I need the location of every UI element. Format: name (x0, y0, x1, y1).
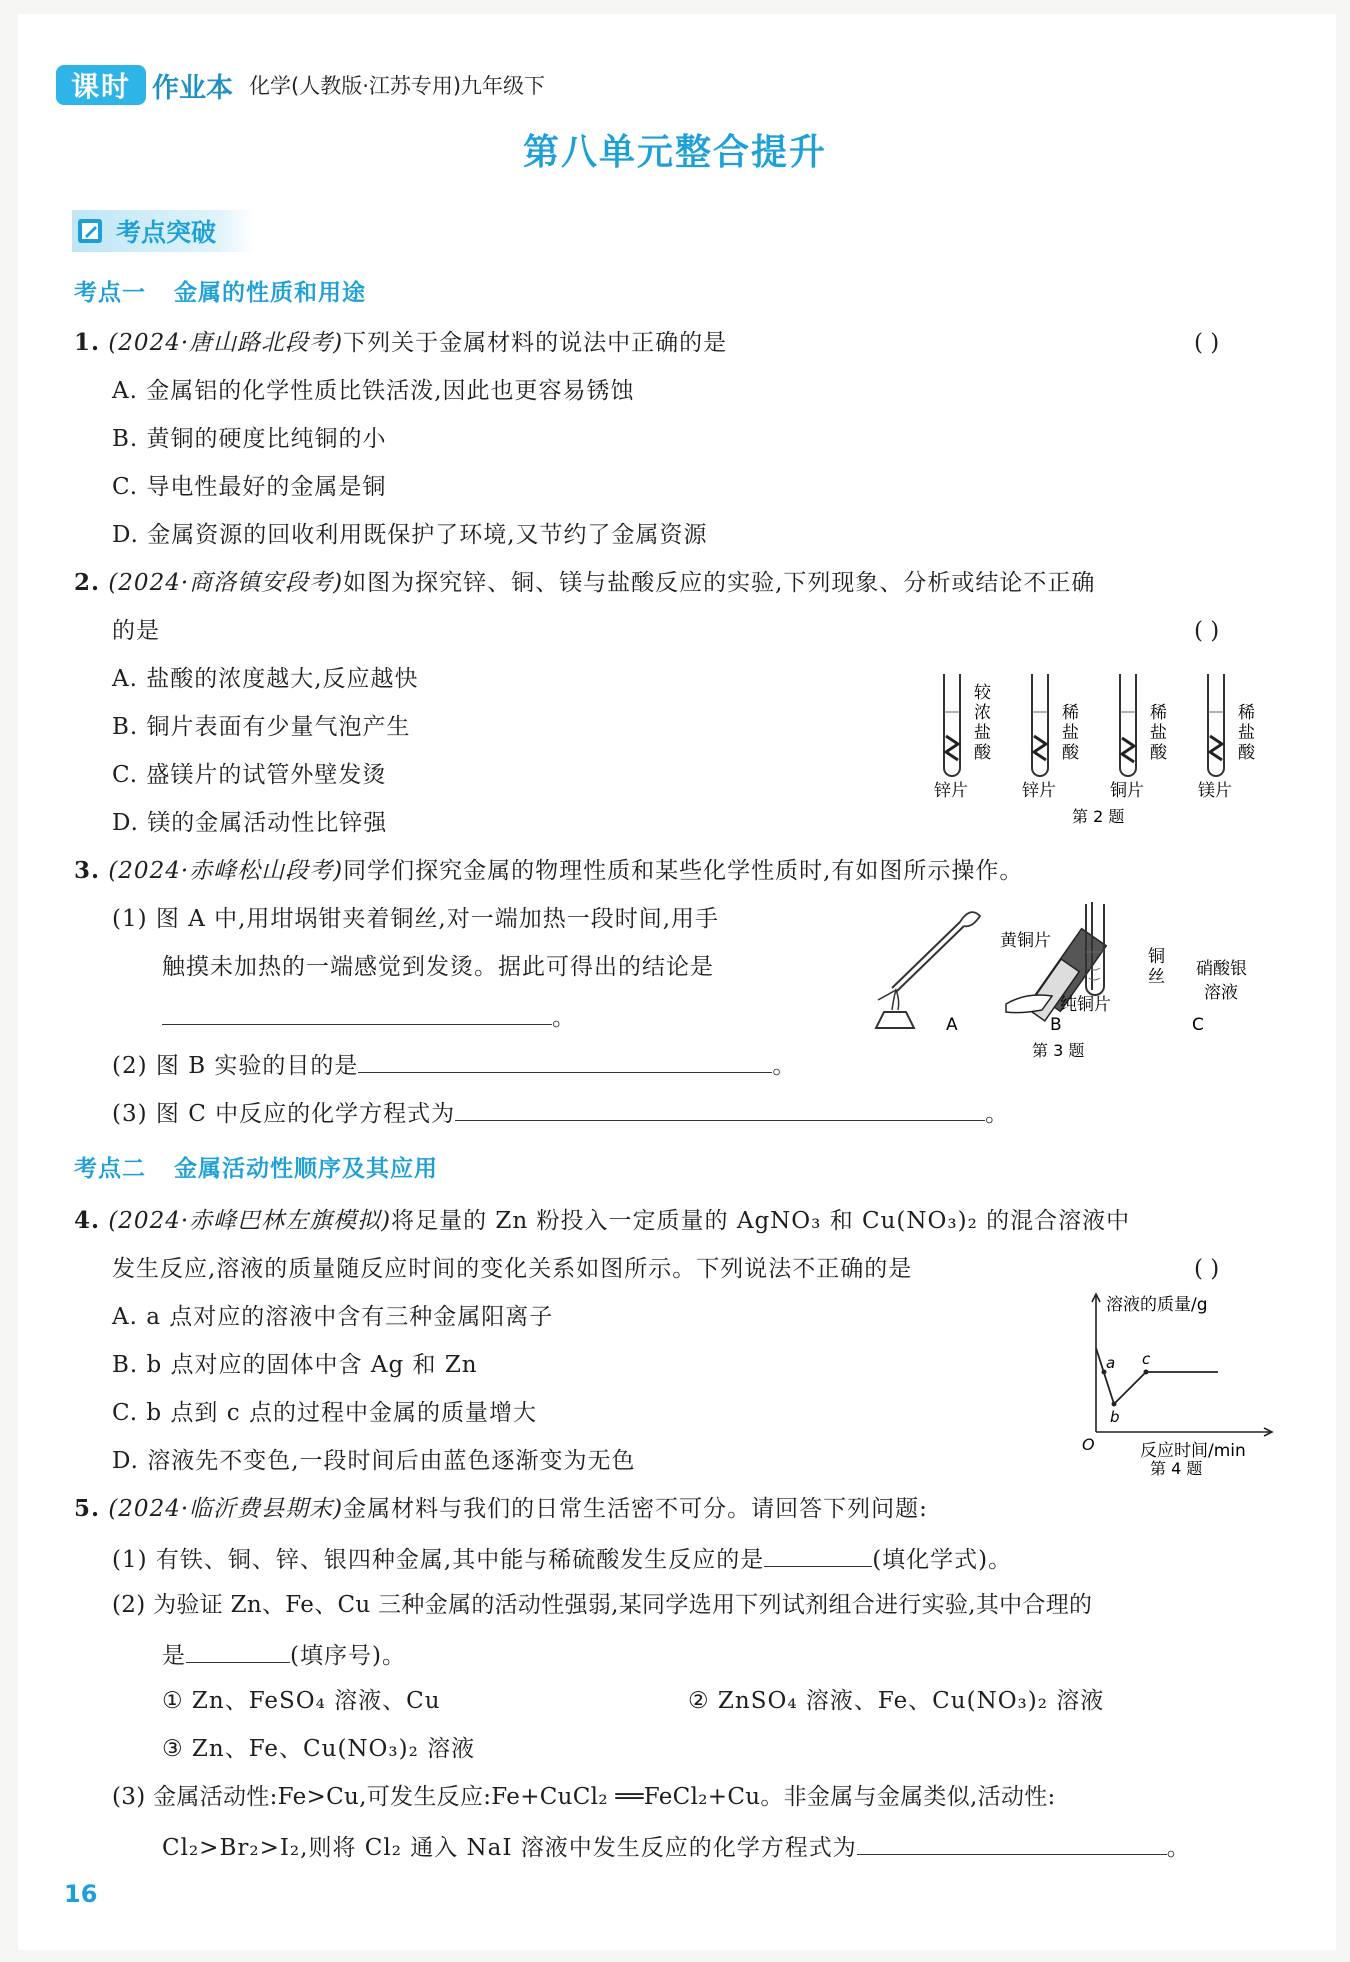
q3-part3 (112, 1096, 1009, 1129)
silver-nitrate-label-2: 溶液 (1204, 983, 1238, 1003)
q1-option-d: D. 金属资源的回收利用既保护了环境,又节约了金属资源 (112, 522, 708, 548)
q3-number: 3. (74, 857, 101, 884)
q4-option-c: C. b 点到 c 点的过程中金属的质量增大 (112, 1400, 537, 1426)
tube1-acid-4: 酸 (974, 743, 991, 763)
q4-point-a-label: a (1106, 1354, 1116, 1372)
q3-figure-label-c: C (1192, 1015, 1204, 1035)
logo-text: 课时 (70, 70, 131, 103)
q4-stem (74, 1206, 1130, 1236)
book-name: 作业本 (152, 72, 233, 104)
q1-answer-bracket: ( ) (1194, 330, 1220, 356)
q1-option-c: C. 导电性最好的金属是铜 (112, 474, 387, 500)
q2-option-c: C. 盛镁片的试管外壁发烫 (112, 762, 387, 788)
q2-source: (2024·商洛镇安段考) (108, 570, 344, 596)
q5-stem (74, 1494, 928, 1524)
q4-point-c (1144, 1370, 1149, 1375)
q5-choice-1: ① Zn、FeSO₄ 溶液、Cu (162, 1688, 441, 1714)
q5-part2-end: (填序号)。 (290, 1643, 406, 1669)
q5-part3-blank[interactable] (857, 1830, 1167, 1855)
kaodian-1-title: 金属的性质和用途 (174, 280, 366, 306)
kaodian-2-label: 考点二 (74, 1156, 146, 1182)
tube4-metal-label: 镁片 (1198, 781, 1232, 801)
q4-number: 4. (74, 1207, 101, 1234)
pencil-note-icon (76, 216, 106, 246)
q1-option-b: B. 黄铜的硬度比纯铜的小 (112, 426, 387, 452)
q3-part2 (112, 1048, 796, 1081)
q3-figure-a-heating (876, 912, 980, 1028)
book-logo (56, 65, 146, 105)
q3-experiment-figure (856, 900, 1276, 1076)
q2-option-a: A. 盐酸的浓度越大,反应越快 (112, 666, 419, 692)
q3-part3-blank[interactable] (455, 1096, 985, 1121)
pure-copper-label: 纯铜片 (1060, 995, 1111, 1015)
q5-part1-end: (填化学式)。 (872, 1547, 1013, 1573)
kaodian-2-heading (74, 1150, 438, 1183)
q3-stem (74, 856, 1023, 886)
q2-stem (74, 568, 1095, 598)
q3-part3-end: 。 (985, 1101, 1010, 1127)
q5-part3-end: 。 (1166, 1835, 1191, 1861)
q4-figure-caption: 第 4 题 (1150, 1459, 1203, 1476)
q5-number: 5. (74, 1495, 101, 1522)
q5-part3-line1: (3) 金属活动性:Fe>Cu,可发生反应:Fe+CuCl₂ ══FeCl₂+Cu。非金属与金属类似,活动性: (112, 1784, 1056, 1810)
book-header (56, 62, 545, 108)
q5-part1-blank[interactable] (764, 1542, 872, 1567)
q5-part2-text: 是 (162, 1643, 186, 1669)
q4-source: (2024·赤峰巴林左旗模拟) (108, 1208, 392, 1234)
q2-text-line1: 如图为探究锌、铜、镁与盐酸反应的实验,下列现象、分析或结论不正确 (343, 570, 1096, 596)
q3-figure-label-a: A (946, 1015, 958, 1035)
q4-point-b (1112, 1402, 1117, 1407)
kaodian-2-title: 金属活动性顺序及其应用 (174, 1156, 438, 1182)
q1-source: (2024·唐山路北段考) (108, 330, 344, 356)
q3-part2-text: (2) 图 B 实验的目的是 (112, 1053, 359, 1079)
kaodian-1-label: 考点一 (74, 280, 146, 306)
q5-text: 金属材料与我们的日常生活密不可分。请回答下列问题: (343, 1496, 928, 1522)
q4-text-line2: 发生反应,溶液的质量随反应时间的变化关系如图所示。下列说法不正确的是 (112, 1256, 913, 1282)
q5-part1 (112, 1542, 1012, 1575)
q4-origin-label: O (1082, 1435, 1095, 1454)
copper-wire-label-2: 丝 (1148, 967, 1165, 987)
q5-part2-blank[interactable] (186, 1638, 290, 1663)
q2-tube-1 (944, 674, 960, 776)
tube1-acid-2: 浓 (974, 703, 991, 723)
q2-figure-caption: 第 2 题 (1072, 807, 1125, 826)
q4-point-b-label: b (1110, 1408, 1120, 1426)
q4-y-axis-label: 溶液的质量/g (1106, 1295, 1208, 1315)
tube2-acid-1: 稀 (1062, 703, 1079, 723)
tube3-metal-label: 铜片 (1110, 781, 1144, 801)
tube3-acid-3: 酸 (1150, 743, 1167, 763)
q5-part3-line2 (162, 1830, 1191, 1863)
q1-option-a: A. 金属铝的化学性质比铁活泼,因此也更容易锈蚀 (112, 378, 635, 404)
book-subtitle: 化学(人教版·江苏专用)九年级下 (249, 74, 546, 98)
q5-part2-line1: (2) 为验证 Zn、Fe、Cu 三种金属的活动性强弱,某同学选用下列试剂组合进行实验,其中合理的 (112, 1592, 1093, 1618)
q4-option-b: B. b 点对应的固体中含 Ag 和 Zn (112, 1352, 478, 1378)
tube3-acid-2: 盐 (1150, 723, 1167, 743)
q3-part3-text: (3) 图 C 中反应的化学方程式为 (112, 1101, 456, 1127)
q1-number: 1. (74, 329, 101, 356)
silver-nitrate-label-1: 硝酸银 (1196, 959, 1247, 979)
q3-part1-answer (162, 1000, 576, 1033)
q5-choice-2: ② ZnSO₄ 溶液、Fe、Cu(NO₃)₂ 溶液 (688, 1688, 1105, 1714)
q3-part1-end: 。 (552, 1005, 576, 1031)
tube4-acid-3: 酸 (1238, 743, 1255, 763)
copper-wire-label-1: 铜 (1148, 947, 1165, 967)
q4-point-c-label: c (1142, 1350, 1151, 1368)
q5-part1-text: (1) 有铁、铜、锌、银四种金属,其中能与稀硫酸发生反应的是 (112, 1547, 765, 1573)
section-banner (72, 210, 254, 252)
page-number: 16 (64, 1880, 98, 1908)
q2-test-tubes-figure (930, 668, 1290, 828)
q3-text: 同学们探究金属的物理性质和某些化学性质时,有如图所示操作。 (343, 858, 1024, 884)
tube2-acid-2: 盐 (1062, 723, 1079, 743)
q4-option-d: D. 溶液先不变色,一段时间后由蓝色逐渐变为无色 (112, 1448, 636, 1474)
q3-source: (2024·赤峰松山段考) (108, 858, 344, 884)
tube2-acid-3: 酸 (1062, 743, 1079, 763)
q2-option-d: D. 镁的金属活动性比锌强 (112, 810, 388, 836)
section-title: 考点突破 (116, 218, 217, 247)
q1-text: 下列关于金属材料的说法中正确的是 (343, 330, 728, 356)
q3-figure-caption: 第 3 题 (1032, 1041, 1085, 1060)
q4-text-line1: 将足量的 Zn 粉投入一定质量的 AgNO₃ 和 Cu(NO₃)₂ 的混合溶液中 (391, 1208, 1131, 1234)
q2-tube-3 (1120, 674, 1136, 776)
q5-part2-line2 (162, 1638, 406, 1671)
q4-mass-time-graph (1070, 1290, 1280, 1476)
brass-label: 黄铜片 (1000, 931, 1051, 951)
q3-part1-line1: (1) 图 A 中,用坩埚钳夹着铜丝,对一端加热一段时间,用手 (112, 906, 720, 932)
q2-number: 2. (74, 569, 101, 596)
q3-part2-end: 。 (772, 1053, 797, 1079)
q2-text-line2: 的是 (112, 618, 160, 644)
q3-figure-label-b: B (1050, 1015, 1062, 1035)
q4-option-a: A. a 点对应的溶液中含有三种金属阳离子 (112, 1304, 554, 1330)
kaodian-1-heading (74, 274, 366, 307)
q5-choice-3: ③ Zn、Fe、Cu(NO₃)₂ 溶液 (162, 1736, 476, 1762)
q3-part1-blank[interactable] (162, 1000, 552, 1025)
q5-part3-text: Cl₂>Br₂>I₂,则将 Cl₂ 通入 NaI 溶液中发生反应的化学方程式为 (162, 1835, 857, 1861)
tube1-acid-3: 盐 (974, 723, 991, 743)
q5-source: (2024·临沂费县期末) (108, 1496, 344, 1522)
q3-part1-line2: 触摸未加热的一端感觉到发烫。据此可得出的结论是 (162, 954, 714, 980)
q2-tube-2 (1032, 674, 1048, 776)
q2-tube-4 (1208, 674, 1224, 776)
tube1-metal-label: 锌片 (934, 781, 968, 801)
tube3-acid-1: 稀 (1150, 703, 1167, 723)
tube4-acid-2: 盐 (1238, 723, 1255, 743)
q1-stem (74, 328, 727, 358)
q2-answer-bracket: ( ) (1194, 618, 1220, 644)
unit-title: 第八单元整合提升 (522, 132, 827, 173)
q4-answer-bracket: ( ) (1194, 1256, 1220, 1282)
tube2-metal-label: 锌片 (1022, 781, 1056, 801)
q3-part2-blank[interactable] (358, 1048, 772, 1073)
tube1-acid-1: 较 (974, 683, 991, 703)
q4-x-axis-label: 反应时间/min (1140, 1441, 1246, 1461)
q2-option-b: B. 铜片表面有少量气泡产生 (112, 714, 411, 740)
tube4-acid-1: 稀 (1238, 703, 1255, 723)
